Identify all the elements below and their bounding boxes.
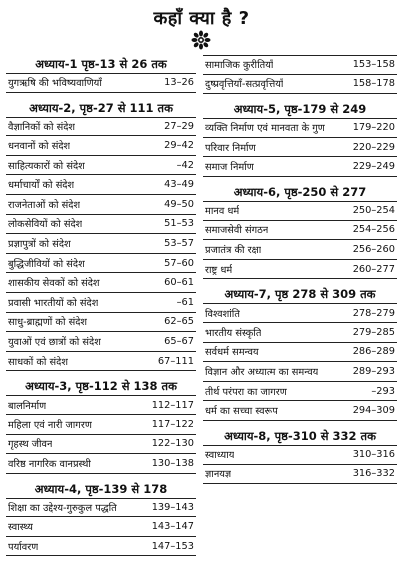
toc-entry-pages: 310–316: [352, 449, 395, 461]
toc-entry-title: विश्वशांति: [205, 308, 240, 320]
toc-entry-title: राजनेताओं को संदेश: [8, 199, 81, 211]
toc-entry-pages: –42: [176, 159, 194, 171]
chapter-section: [203, 55, 397, 94]
chapter-heading: अध्याय-3, पृष्ठ-112 से 138 तक: [25, 379, 177, 394]
toc-entry-pages: 220–229: [352, 141, 395, 153]
toc-entry-pages: 65–67: [164, 335, 194, 347]
toc-row: [6, 498, 196, 518]
chapter-section: [6, 480, 196, 557]
toc-row: [6, 136, 196, 156]
toc-entry-title: व्यक्ति निर्माण एवं मानवता के गुण: [205, 123, 325, 135]
toc-entry-title: पर्यावरण: [8, 541, 39, 553]
toc-entry-pages: 43–49: [164, 179, 194, 191]
toc-entry-pages: 60–61: [164, 277, 194, 289]
toc-entry-title: बालनिर्माण: [8, 400, 47, 412]
chapter-section: [203, 183, 397, 279]
toc-entry-pages: 229–249: [352, 161, 395, 173]
toc-entry-title: शासकीय सेवकों को संदेश: [8, 278, 100, 290]
toc-row: [203, 445, 397, 465]
toc-row: [6, 454, 196, 474]
toc-entry-title: वरिष्ठ नागरिक वानप्रस्थी: [8, 458, 91, 470]
chapter-heading: अध्याय-4, पृष्ठ-139 से 178: [34, 481, 168, 496]
chapter-section: [203, 285, 397, 421]
toc-row: [6, 254, 196, 274]
toc-row: [6, 415, 196, 435]
toc-row: [6, 293, 196, 313]
toc-row: [6, 234, 196, 254]
toc-entry-title: ज्ञानयज्ञ: [205, 469, 232, 481]
chapter-heading: अध्याय-8, पृष्ठ-310 से 332 तक: [224, 428, 376, 443]
toc-entry-title: प्रवासी भारतीयों को संदेश: [8, 297, 99, 309]
toc-entry-title: राष्ट्र धर्म: [205, 264, 233, 276]
toc-entry-title: प्रज्ञापुत्रों को संदेश: [8, 238, 71, 250]
chapter-heading: अध्याय-7, पृष्ठ 278 से 309 तक: [224, 287, 376, 302]
toc-row: [203, 323, 397, 343]
toc-entry-pages: 254–256: [352, 224, 395, 236]
toc-entry-title: मानव धर्म: [205, 206, 240, 218]
chapter-section: [203, 100, 397, 177]
toc-row: [6, 273, 196, 293]
toc-entry-title: समाजसेवी संगठन: [205, 225, 269, 237]
toc-row: [6, 395, 196, 415]
toc-row: [6, 73, 196, 93]
toc-entry-title: साहित्यकारों को संदेश: [8, 160, 85, 172]
toc-entry-title: विज्ञान और अध्यात्म का समन्वय: [205, 366, 319, 378]
toc-entry-title: स्वास्थ्य: [8, 522, 33, 534]
toc-entry-pages: 57–60: [164, 257, 194, 269]
toc-entry-title: युवाओं एवं छात्रों को संदेश: [8, 336, 101, 348]
toc-entry-pages: 117–122: [151, 418, 194, 430]
toc-entry-pages: 62–65: [164, 316, 194, 328]
toc-entry-title: महिला एवं नारी जागरण: [8, 419, 92, 431]
toc-entry-pages: 278–279: [352, 307, 395, 319]
toc-row: [203, 118, 397, 138]
toc-entry-pages: 158–178: [352, 78, 395, 90]
toc-entry-pages: –293: [371, 385, 395, 397]
toc-entry-title: गृहस्थ जीवन: [8, 439, 53, 451]
left-column: [6, 55, 196, 556]
toc-row: [6, 313, 196, 333]
toc-entry-pages: –61: [176, 296, 194, 308]
toc-row: [6, 156, 196, 176]
toc-entry-title: तीर्थ परंपरा का जागरण: [205, 386, 287, 398]
toc-entry-pages: 260–277: [352, 263, 395, 275]
toc-entry-title: धर्म का सच्चा स्वरूप: [205, 406, 278, 418]
toc-row: [6, 215, 196, 235]
toc-entry-pages: 279–285: [352, 326, 395, 338]
toc-row: [203, 382, 397, 402]
toc-row: [203, 260, 397, 280]
toc-entry-pages: 316–332: [352, 468, 395, 480]
toc-entry-pages: 130–138: [151, 457, 194, 469]
toc-entry-pages: 13–26: [164, 77, 194, 89]
flower-ornament-icon: [191, 30, 211, 50]
chapter-section: [6, 99, 196, 372]
toc-entry-title: शिक्षा का उद्देश्य-गुरुकुल पद्धति: [8, 502, 117, 514]
toc-entry-pages: 294–309: [352, 405, 395, 417]
toc-entry-title: धर्माचार्यों को संदेश: [8, 180, 75, 192]
toc-entry-title: वैज्ञानिकों को संदेश: [8, 121, 76, 133]
toc-row: [203, 157, 397, 177]
toc-entry-pages: 139–143: [151, 501, 194, 513]
toc-entry-title: दुष्प्रवृत्तियाँ-सत्प्रवृत्तियाँ: [205, 79, 284, 91]
chapter-heading: अध्याय-2, पृष्ठ-27 से 111 तक: [29, 100, 173, 115]
toc-entry-title: सामाजिक कुरीतियाँ: [205, 60, 274, 72]
chapter-heading: अध्याय-1 पृष्ठ-13 से 26 तक: [35, 57, 167, 71]
toc-entry-title: लोकसेवियों को संदेश: [8, 219, 83, 231]
toc-entry-pages: 289–293: [352, 365, 395, 377]
page-title: कहाँ क्या है ?: [153, 8, 250, 29]
toc-row: [6, 352, 196, 372]
toc-row: [6, 537, 196, 557]
toc-entry-pages: 112–117: [151, 399, 194, 411]
toc-row: [203, 465, 397, 485]
toc-entry-pages: 27–29: [164, 120, 194, 132]
chapter-heading: अध्याय-5, पृष्ठ-179 से 249: [233, 102, 367, 117]
chapter-section: [203, 427, 397, 484]
toc-entry-title: सर्वधर्म समन्वय: [205, 347, 259, 359]
toc-row: [203, 75, 397, 95]
toc-row: [203, 138, 397, 158]
toc-entry-pages: 49–50: [164, 198, 194, 210]
toc-row: [203, 401, 397, 421]
toc-row: [6, 195, 196, 215]
toc-row: [6, 117, 196, 137]
toc-entry-title: परिवार निर्माण: [205, 142, 256, 154]
toc-entry-pages: 179–220: [352, 122, 395, 134]
toc-row: [203, 55, 397, 75]
toc-entry-title: धनवानों को संदेश: [8, 140, 71, 152]
chapter-section: [6, 377, 196, 473]
toc-entry-title: बुद्धिजीवियों को संदेश: [8, 258, 85, 270]
toc-row: [6, 175, 196, 195]
toc-entry-title: स्वाध्याय: [205, 450, 235, 462]
toc-entry-title: साधु-ब्राह्मणों को संदेश: [8, 317, 88, 329]
toc-row: [203, 240, 397, 260]
toc-row: [203, 362, 397, 382]
toc-entry-pages: 51–53: [164, 218, 194, 230]
toc-row: [203, 201, 397, 221]
toc-entry-title: प्रजातंत्र की रक्षा: [205, 244, 262, 256]
chapter-heading: अध्याय-6, पृष्ठ-250 से 277: [233, 184, 367, 199]
toc-row: [203, 221, 397, 241]
toc-entry-title: युगऋषि की भविष्यवाणियाँ: [8, 78, 102, 90]
toc-entry-pages: 286–289: [352, 346, 395, 358]
right-column: [203, 55, 397, 484]
toc-entry-pages: 29–42: [164, 139, 194, 151]
chapter-section: [6, 55, 196, 93]
toc-row: [203, 343, 397, 363]
toc-row: [6, 435, 196, 455]
toc-entry-title: भारतीय संस्कृति: [205, 327, 262, 339]
toc-row: [203, 303, 397, 323]
toc-entry-title: समाज निर्माण: [205, 162, 254, 174]
toc-entry-pages: 67–111: [157, 355, 194, 367]
toc-entry-title: साधकों को संदेश: [8, 356, 69, 368]
toc-entry-pages: 143–147: [151, 521, 194, 533]
toc-row: [6, 517, 196, 537]
toc-entry-pages: 147–153: [151, 540, 194, 552]
toc-entry-pages: 122–130: [151, 438, 194, 450]
toc-entry-pages: 256–260: [352, 243, 395, 255]
toc-entry-pages: 250–254: [352, 205, 395, 217]
toc-entry-pages: 53–57: [164, 237, 194, 249]
toc-entry-pages: 153–158: [352, 59, 395, 71]
toc-row: [6, 332, 196, 352]
